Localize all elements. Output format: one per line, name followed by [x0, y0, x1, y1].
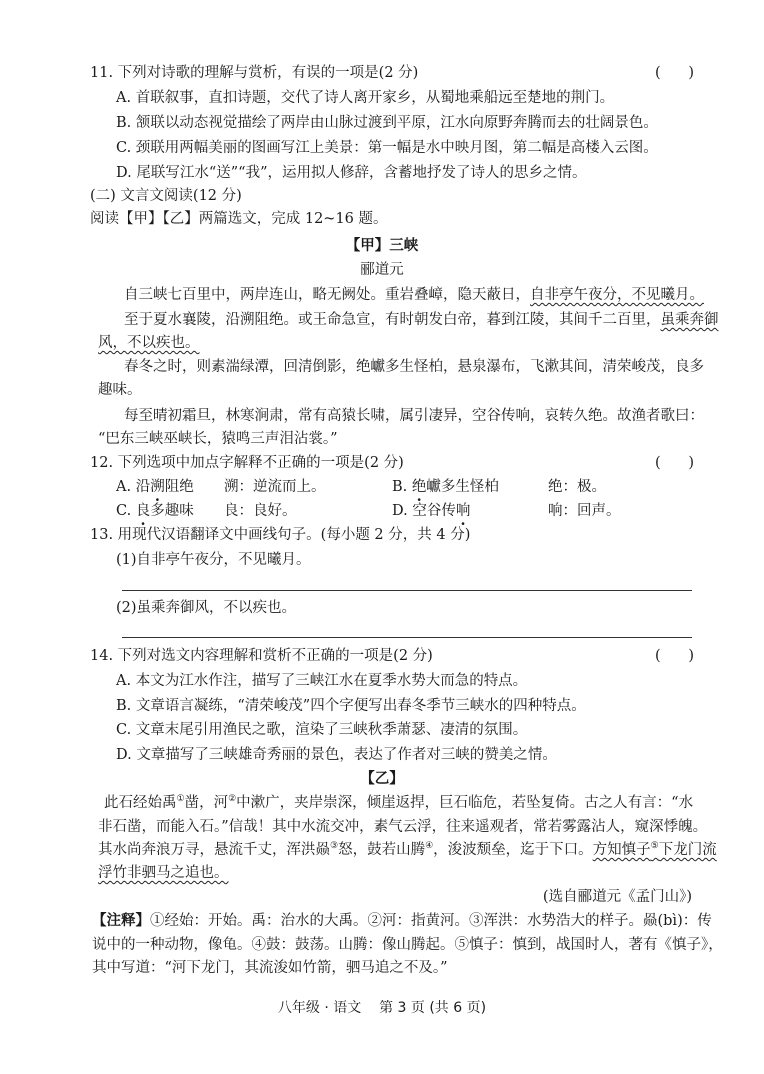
yi-l3-b: 怒，鼓若山腾 [338, 842, 426, 858]
yi-line-1 [104, 793, 693, 813]
q14-answer-paren[interactable]: ( ) [655, 648, 694, 664]
q11-answer-paren[interactable]: ( ) [655, 65, 694, 81]
yi-source: (选自郦道元《孟门山》) [542, 889, 692, 905]
notes-line-1 [92, 911, 712, 931]
yi-underlined-sentence-a [593, 842, 717, 858]
jia-paragraph-3: 春冬之时，则素湍绿潭，回清倒影，绝巘多生怪柏，悬泉瀑布，飞漱其间，清荣峻茂，良多 [124, 359, 704, 375]
section-instruction: 阅读【甲】【乙】两篇选文，完成 12~16 题。 [90, 211, 388, 227]
passage-jia-title: 【甲】三峡 [345, 238, 419, 254]
yi-l1-b: 凿，河 [184, 795, 229, 811]
section-heading: (二) 文言文阅读(12 分) [90, 188, 242, 204]
footnote-marker-1: ① [176, 794, 185, 805]
q11-stem: 11. 下列对诗歌的理解与赏析，有误的一项是(2 分) [90, 65, 419, 81]
q12-option-c-definition: 良：良好。 [224, 503, 297, 519]
yi-line-3 [98, 840, 717, 860]
q12-d-dotted-char: 响 [455, 503, 471, 519]
notes-l1: ①经始：开始。禹：治水的大禹。②河：指黄河。③浑洪：水势浩大的样子。赑(bì)：传 [150, 913, 712, 929]
q12-answer-paren[interactable]: ( ) [655, 455, 694, 471]
q12-b-dotted-char: 绝 [411, 479, 427, 495]
jia-p1-text: 自三峡七百里中，两岸连山，略无阙处。重岩叠嶂，隐天蔽日， [124, 287, 530, 303]
q14-option-d: D. 文章描写了三峡雄奇秀丽的景色，表达了作者对三峡的赞美之情。 [116, 747, 557, 763]
q11-option-a: A. 首联叙事，直扣诗题，交代了诗人离开家乡，从蜀地乘船远至楚地的荆门。 [116, 90, 615, 106]
q12-b-pre: B. [392, 479, 412, 495]
yi-l3-d: 方知慎子 [592, 842, 651, 858]
q12-c-dotted-char: 良 [135, 503, 151, 519]
q12-option-d-definition: 响：回声。 [548, 503, 621, 519]
q12-option-a [116, 477, 194, 497]
yi-l3-c: ，浚波颓垒，迄于下口。 [433, 842, 593, 858]
q12-c-post: 多趣味 [150, 503, 194, 519]
q12-c-pre: C. [116, 503, 136, 519]
q14-option-b: B. 文章语言凝练，“清荣峻茂”四个字便写出春冬季节三峡水的四种特点。 [116, 698, 586, 714]
q12-option-d [392, 501, 470, 521]
passage-yi-title: 【乙】 [360, 771, 404, 787]
q14-option-c: C. 文章末尾引用渔民之歌，渲染了三峡秋季萧瑟、凄清的氛围。 [116, 722, 528, 738]
footnote-marker-5: ⑤ [650, 841, 659, 852]
jia-underlined-sentence-2b: 风，不以疾也。 [98, 335, 200, 351]
jia-paragraph-1 [124, 285, 704, 305]
footnote-marker-3: ③ [330, 841, 339, 852]
jia-paragraph-2-cont [98, 333, 200, 353]
passage-jia-author: 郦道元 [360, 262, 404, 278]
jia-paragraph-2 [124, 310, 719, 330]
notes-label: 【注释】 [92, 912, 150, 929]
q11-option-c: C. 颈联用两幅美丽的图画写江上美景：第一幅是水中映月图，第二幅是高楼入云图。 [116, 140, 658, 156]
footnote-marker-4: ④ [425, 841, 434, 852]
q12-option-b [392, 477, 499, 497]
q12-a-pre: A. 沿 [116, 479, 151, 495]
jia-underlined-sentence-1: 自非亭午夜分，不见曦月。 [530, 287, 704, 303]
yi-line-4 [98, 863, 229, 883]
q13-answer-line-1[interactable] [122, 590, 692, 591]
yi-underlined-sentence-b: 浮竹非驷马之追也。 [98, 865, 229, 881]
yi-l3-e: 下龙门流 [658, 842, 717, 858]
page-footer: 八年级 · 语文 第 3 页 (共 6 页) [277, 1000, 487, 1016]
jia-underlined-sentence-2a: 虽乘奔御 [660, 312, 719, 328]
yi-l3-a: 其水尚奔浪万寻，悬流千丈，浑洪赑 [98, 842, 330, 858]
q14-option-a: A. 本文为江水作注，描写了三峡江水在夏季水势大而急的特点。 [116, 673, 528, 689]
q13-sentence-2: (2)虽乘奔御风，不以疾也。 [116, 600, 297, 616]
q13-answer-line-2[interactable] [122, 637, 692, 638]
yi-l1-c: 中漱广，夹岸崇深，倾崖返捍，巨石临危，若坠复倚。古之人有言：“水 [236, 795, 694, 811]
jia-paragraph-4: 每至晴初霜旦，林寒涧肃，常有高猿长啸，属引凄异，空谷传响，哀转久绝。故渔者歌曰： [124, 408, 704, 424]
notes-line-2: 说中的一种动物，像龟。④鼓：鼓荡。山腾：像山腾起。⑤慎子：慎到，战国时人，著有《慎子》， [92, 937, 723, 953]
jia-paragraph-3-cont: 趣味。 [98, 382, 142, 398]
q12-d-pre: D. 空谷传 [392, 503, 456, 519]
yi-line-2: 非石凿，而能入石。”信哉！其中水流交冲，素气云浮，往来遥观者，常若雾露沾人，窥深悸魄。 [98, 819, 708, 835]
q12-stem: 12. 下列选项中加点字解释不正确的一项是(2 分) [90, 455, 404, 471]
yi-l1-a: 此石经始禹 [104, 795, 177, 811]
q12-option-a-definition: 溯：逆流而上。 [224, 479, 326, 495]
q13-sentence-1: (1)自非亭午夜分，不见曦月。 [116, 552, 311, 568]
q12-a-dotted-char: 溯 [150, 479, 165, 495]
footnote-marker-2: ② [228, 794, 237, 805]
q12-a-post: 阻绝 [164, 479, 194, 495]
q12-b-post: 巘多生怪柏 [426, 479, 499, 495]
q11-option-d: D. 尾联写江水“送”“我”，运用拟人修辞，含蓄地抒发了诗人的思乡之情。 [116, 165, 587, 181]
notes-line-3: 其中写道：“河下龙门，其流浚如竹箭，驷马追之不及。” [92, 960, 448, 976]
q12-option-b-definition: 绝：极。 [548, 479, 606, 495]
jia-p2-text: 至于夏水襄陵，沿溯阻绝。或王命急宣，有时朝发白帝，暮到江陵，其间千二百里， [124, 312, 661, 328]
jia-paragraph-4-cont: “巴东三峡巫峡长，猿鸣三声泪沾裳。” [98, 431, 338, 447]
q12-option-c [116, 501, 194, 521]
q14-stem: 14. 下列对选文内容理解和赏析不正确的一项是(2 分) [90, 648, 433, 664]
q11-option-b: B. 颔联以动态视觉描绘了两岸由山脉过渡到平原，江水向原野奔腾而去的壮阔景色。 [116, 115, 658, 131]
q13-stem: 13. 用现代汉语翻译文中画线句子。(每小题 2 分，共 4 分) [90, 527, 471, 543]
